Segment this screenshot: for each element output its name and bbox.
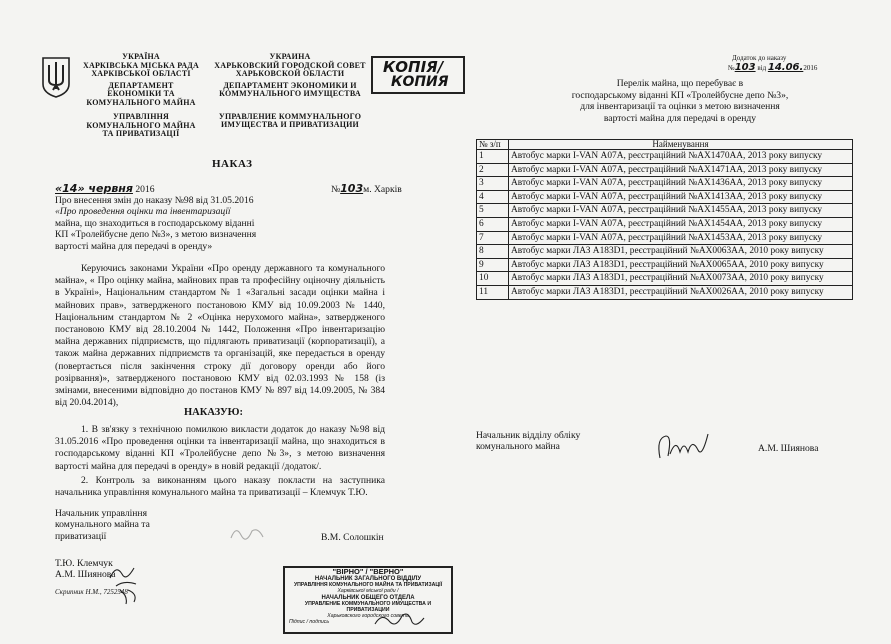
faint-signature-icon	[228, 522, 268, 544]
header-ua-line: КОМУНАЛЬНОГО МАЙНА	[86, 120, 196, 130]
order-subject	[55, 195, 295, 252]
annex-signer-title-line: Начальник відділу обліку	[476, 430, 581, 441]
order-signer-name: В.М. Солошкін	[321, 532, 384, 543]
signer-title-line: приватизації	[55, 530, 107, 542]
row-name: Автобус марки ЛАЗ А183D1, реєстраційний №АХ0073АА, 2010 року випуску	[509, 272, 853, 286]
table-row	[477, 272, 853, 286]
header-ua-line: КОМУНАЛЬНОГО МАЙНА	[86, 97, 196, 107]
order-signer-title	[55, 508, 150, 542]
order-subject-line: КП «Тролейбусне депо №3», з метою визначення	[55, 229, 257, 241]
annex-ref-number: 103	[734, 62, 756, 73]
seal-line: УПРАВЛЕНИЕ КОММУНАЛЬНОГО ИМУЩЕСТВА И ПРИВАТИЗАЦИИ	[304, 600, 432, 614]
header-ukrainian	[82, 53, 200, 139]
order-year: 2016	[132, 184, 155, 195]
seal-line: УПРАВЛІННЯ КОМУНАЛЬНОГО МАЙНА ТА ПРИВАТИЗАЦІЇ	[293, 582, 443, 589]
approval-name: Т.Ю. Клемчук	[55, 558, 113, 569]
col-header-number: № з/п	[477, 140, 509, 150]
annex-reference	[728, 54, 817, 73]
copy-stamp-line2: КОПИЯ	[391, 74, 449, 90]
coat-of-arms-icon	[40, 56, 72, 98]
executor-note: Скрипник Н.М., 7252548	[55, 588, 128, 596]
seal-line: Харьковского городского совета	[327, 613, 409, 620]
header-ua-line: ХАРКІВСЬКОЇ ОБЛАСТІ	[91, 69, 191, 78]
seal-signature-icon	[372, 608, 426, 630]
table-row	[477, 231, 853, 245]
seal-line: НАЧАЛЬНИК ОБЩЕГО ОТДЕЛА	[321, 594, 415, 601]
header-ru-line: ХАРЬКОВСКИЙ ГОРОДСКОЙ СОВЕТ	[214, 60, 366, 70]
order-number	[331, 183, 402, 195]
annex-ref-label: Додаток до наказу	[732, 54, 787, 62]
row-number: 5	[477, 204, 509, 218]
row-name: Автобус марки І-VAN А07А, реєстраційний №АХ1455АА, 2013 року випуску	[509, 204, 853, 218]
annex-ref-date-prefix: від	[757, 64, 767, 72]
row-name: Автобус марки ЛАЗ А183D1, реєстраційний №АХ0026АА, 2010 року випуску	[509, 285, 853, 299]
row-number: 11	[477, 285, 509, 299]
order-date-handwritten: «14» червня	[55, 182, 133, 195]
order-title: НАКАЗ	[212, 158, 253, 170]
annex-title-line: господарському віданні КП «Тролейбусне депо №3»,	[571, 89, 789, 101]
seal-sign-label: Підпис / подпись	[289, 619, 330, 626]
annex-ref-number-prefix: №	[728, 64, 735, 72]
order-date	[55, 183, 155, 195]
signer-title-line: Начальник управління	[55, 508, 147, 519]
annex-ref-year: 2016	[803, 64, 818, 72]
table-row	[477, 163, 853, 177]
seal-line: "ВІРНО" / "ВЕРНО"	[332, 567, 404, 576]
header-ua-line: ДЕПАРТАМЕНТ	[108, 80, 174, 90]
row-number: 4	[477, 190, 509, 204]
order-subject-line: Про внесення змін до наказу №98 від 31.05.2016	[55, 195, 254, 206]
row-name: Автобус марки І-VAN А07А, реєстраційний №АХ1436АА, 2013 року випуску	[509, 177, 853, 191]
order-subject-line: майна, що знаходиться в господарському віданні	[55, 217, 255, 229]
annex-ref-date: 14.06.	[767, 62, 804, 73]
order-body: Керуючись законами України «Про оренду державного та комунального майна», « Про оцінку майна, майнових прав та професійну оціночну діяльність в Україні», Національним стандартом № 1 «Загальні засади оцінки майна і майнових прав», затвердженого постановою КМУ від 10.09.2003 № 1440, Національним стандартом № 2 «Оцінка нерухомого майна», затвердженого постановою КМУ від 28.10.2004 № 1442, Положення «Про інвентаризацію майна державних підприємств, що підлягають приватизації (корпоратизації), а також майна державних підприємств та організацій, яке передається в оренду (повертається після закінчення строку дії договору оренди або його розірвання)», затвердженого постановою КМУ від 02.03.1993 № 158 (із змінами, внесеними відповідно до постанов КМУ № 897 від 14.09.2005, № 384 від 20.04.2014),	[55, 263, 385, 409]
table-row	[477, 245, 853, 259]
table-row	[477, 190, 853, 204]
row-number: 3	[477, 177, 509, 191]
row-number: 1	[477, 150, 509, 164]
order-subject-line: «Про проведення оцінки та інвентаризації	[55, 206, 231, 218]
header-ru-line: ХАРЬКОВСКОЙ ОБЛАСТИ	[235, 69, 345, 78]
order-subject-line: вартості майна для передачі в оренду»	[55, 240, 213, 252]
table-row	[477, 204, 853, 218]
approval-signature-icon	[104, 560, 148, 606]
order-number-handwritten: 103	[340, 182, 364, 195]
items-table-header	[477, 140, 853, 150]
annex-ref-line	[728, 63, 817, 73]
row-number: 6	[477, 217, 509, 231]
table-row	[477, 150, 853, 164]
header-ua-line: УКРАЇНА	[122, 52, 160, 61]
table-row	[477, 285, 853, 299]
table-row	[477, 217, 853, 231]
row-name: Автобус марки ЛАЗ А183D1, реєстраційний №АХ0063АА, 2010 року випуску	[509, 245, 853, 259]
annex-signer-title	[476, 430, 580, 453]
header-ru-line: ИМУЩЕСТВА И ПРИВАТИЗАЦИИ	[221, 120, 359, 129]
row-number: 10	[477, 272, 509, 286]
header-russian	[210, 53, 370, 130]
annex-signer-name: А.М. Шиянова	[758, 443, 819, 454]
annex-title-line: Перелік майна, що перебуває в	[616, 78, 744, 89]
order-number-prefix: №	[331, 184, 341, 195]
header-ua-line: ЕКОНОМІКИ ТА	[107, 89, 175, 98]
row-name: Автобус марки І-VAN А07А, реєстраційний №АХ1471АА, 2013 року випуску	[509, 163, 853, 177]
items-table	[476, 139, 853, 300]
header-ru-line: КОММУНАЛЬНОГО ИМУЩЕСТВА	[219, 89, 361, 98]
header-ru-line: ДЕПАРТАМЕНТ ЭКОНОМИКИ И	[223, 80, 357, 90]
row-name: Автобус марки І-VAN А07А, реєстраційний №АХ1453АА, 2013 року випуску	[509, 231, 853, 245]
header-ua-line: ТА ПРИВАТИЗАЦІЇ	[102, 129, 180, 138]
order-point-2: 2. Контроль за виконанням цього наказу покласти на заступника начальника управління комунального майна та приватизації – Клемчук Т.Ю.	[55, 475, 385, 499]
seal-line: НАЧАЛЬНИК ЗАГАЛЬНОГО ВІДДІЛУ	[314, 576, 422, 582]
certified-true-stamp	[283, 566, 453, 634]
header-ua-line: УПРАВЛІННЯ	[112, 112, 170, 121]
header-ru-line: УКРАИНА	[269, 52, 311, 61]
row-number: 9	[477, 258, 509, 272]
annex-title	[530, 78, 830, 124]
row-name: Автобус марки ЛАЗ А183D1, реєстраційний №АХ0065АА, 2010 року випуску	[509, 258, 853, 272]
annex-signer-title-line: комунального майна	[476, 441, 560, 453]
order-point-1: 1. В зв'язку з технічною помилкою викласти додаток до наказу №98 від 31.05.2016 «Про проведення оцінки та інвентаризації майна, що знаходиться в господарському віданні КП «Тролейбусне депо №3», з метою визначення вартості майна для передачі в оренду» в новій редакції /додаток/.	[55, 424, 385, 472]
annex-signature-icon	[652, 428, 712, 468]
seal-line: Харківської міської ради /	[337, 588, 399, 595]
copy-stamp	[371, 56, 465, 94]
table-row	[477, 258, 853, 272]
order-city: м. Харків	[363, 184, 402, 195]
annex-title-line: для інвентаризації та оцінки з метою визначення	[580, 101, 780, 113]
header-ua-line: ХАРКІВСЬКА МІСЬКА РАДА	[83, 60, 199, 70]
row-number: 7	[477, 231, 509, 245]
row-number: 8	[477, 245, 509, 259]
row-name: Автобус марки І-VAN А07А, реєстраційний №АХ1470АА, 2013 року випуску	[509, 150, 853, 164]
signer-title-line: комунального майна та	[55, 519, 150, 531]
table-row	[477, 177, 853, 191]
copy-stamp-line1: КОПІЯ/	[383, 58, 444, 76]
row-name: Автобус марки І-VAN А07А, реєстраційний №АХ1413АА, 2013 року випуску	[509, 190, 853, 204]
header-ru-line: УПРАВЛЕНИЕ КОММУНАЛЬНОГО	[218, 111, 362, 121]
approval-name: А.М. Шиянова	[55, 569, 116, 581]
col-header-name: Найменування	[509, 140, 853, 150]
row-name: Автобус марки І-VAN А07А, реєстраційний №АХ1454АА, 2013 року випуску	[509, 217, 853, 231]
annex-title-line: вартості майна для передачі в оренду	[603, 112, 757, 124]
row-number: 2	[477, 163, 509, 177]
order-directive-heading: НАКАЗУЮ:	[184, 407, 243, 418]
